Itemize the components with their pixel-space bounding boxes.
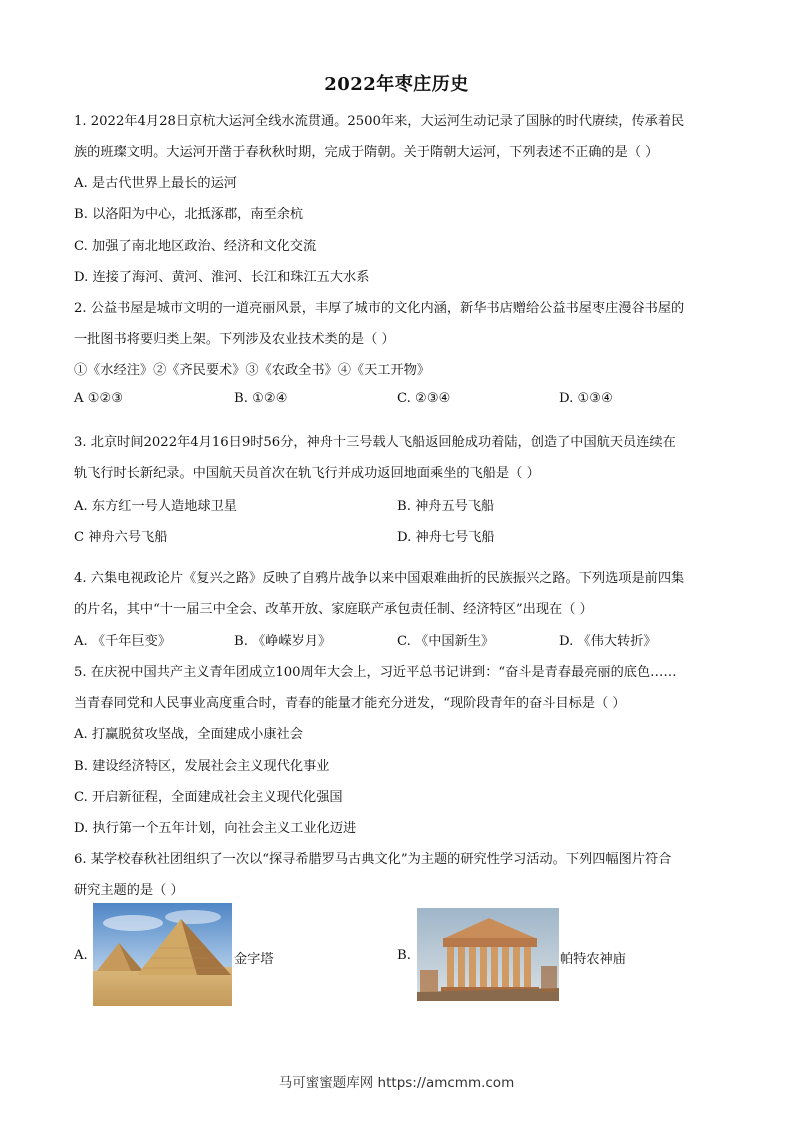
q4-stem-line-2: 的片名，其中“十一届三中全会、改革开放、家庭联产承包责任制、经济特区”出现在（ ） (74, 602, 593, 617)
q1-option-a: A. 是古代世界上最长的运河 (74, 176, 237, 191)
q2-stem-line-1: 2. 公益书屋是城市文明的一道亮丽风景，丰厚了城市的文化内涵，新华书店赠给公益书屋枣庄漫谷书屋的 (74, 301, 685, 316)
q4-option-b: B. 《峥嵘岁月》 (234, 634, 332, 649)
q6-option-a-letter: A. (74, 948, 88, 963)
q2-stem-line-3: ①《水经注》②《齐民要术》③《农政全书》④《天工开物》 (74, 363, 431, 378)
q1-stem-line-2: 族的班璨文明。大运河开凿于春秋秋时期，完成于隋朝。关于隋朝大运河，下列表述不正确的是（ ） (74, 145, 659, 160)
q3-option-b: B. 神舟五号飞船 (397, 499, 495, 514)
q5-option-d: D. 执行第一个五年计划，向社会主义工业化迈进 (74, 821, 357, 836)
footer-watermark: 马可蜜蜜题库网 https://amcmm.com (278, 1075, 515, 1091)
q2-option-d: D. ①③④ (559, 391, 613, 406)
q6-stem-line-1: 6. 某学校春秋社团组织了一次以“探寻希腊罗马古典文化”为主题的研究性学习活动。下列四幅图片符合 (74, 852, 672, 867)
q3-stem-line-2: 轨飞行时长新纪录。中国航天员首次在轨飞行并成功返回地面乘坐的飞船是（ ） (74, 466, 540, 481)
q3-option-a: A. 东方红一号人造地球卫星 (74, 499, 237, 514)
q6-option-b-caption: 帕特农神庙 (560, 952, 626, 967)
q6-option-b-letter: B. (397, 948, 411, 963)
q5-stem-line-2: 当青春同党和人民事业高度重合时，青春的能量才能充分迸发，“现阶段青年的奋斗目标是（ ） (74, 696, 626, 711)
page-title: 2022年枣庄历史 (324, 74, 469, 95)
q3-option-c: C 神舟六号飞船 (74, 530, 168, 545)
q5-option-c: C. 开启新征程，全面建成社会主义现代化强国 (74, 790, 343, 805)
q5-stem-line-1: 5. 在庆祝中国共产主义青年团成立100周年大会上，习近平总书记讲到：“奋斗是青春最亮丽的底色…… (74, 665, 677, 680)
q1-option-c: C. 加强了南北地区政治、经济和文化交流 (74, 239, 317, 254)
q3-stem-line-1: 3. 北京时间2022年4月16日9时56分，神舟十三号载人飞船返回舱成功着陆，创造了中国航天员连续在 (74, 435, 676, 450)
q2-option-c: C. ②③④ (397, 391, 451, 406)
q6-stem-line-2: 研究主题的是（ ） (74, 883, 184, 898)
q5-option-a: A. 打赢脱贫攻坚战，全面建成小康社会 (74, 727, 303, 742)
pyramid-image (93, 903, 232, 1006)
parthenon-image (417, 908, 559, 1001)
q2-option-a: A ①②③ (74, 391, 124, 406)
q6-option-a-caption: 金字塔 (234, 952, 274, 967)
q2-stem-line-2: 一批图书将要归类上架。下列涉及农业技术类的是（ ） (74, 332, 395, 347)
q3-option-d: D. 神舟七号飞船 (397, 530, 495, 545)
q1-option-b: B. 以洛阳为中心，北抵涿郡，南至余杭 (74, 207, 304, 222)
q4-option-a: A. 《千年巨变》 (74, 634, 172, 649)
q4-option-d: D. 《伟大转折》 (559, 634, 657, 649)
q4-option-c: C. 《中国新生》 (397, 634, 495, 649)
q5-option-b: B. 建设经济特区，发展社会主义现代化事业 (74, 759, 330, 774)
q4-stem-line-1: 4. 六集电视政论片《复兴之路》反映了自鸦片战争以来中国艰难曲折的民族振兴之路。下列选项是前四集 (74, 571, 685, 586)
q1-option-d: D. 连接了海河、黄河、淮河、长江和珠江五大水系 (74, 270, 370, 285)
q1-stem-line-1: 1. 2022年4月28日京杭大运河全线水流贯通。2500年来，大运河生动记录了国脉的时代赓续，传承着民 (74, 114, 685, 129)
q2-option-b: B. ①②④ (234, 391, 288, 406)
